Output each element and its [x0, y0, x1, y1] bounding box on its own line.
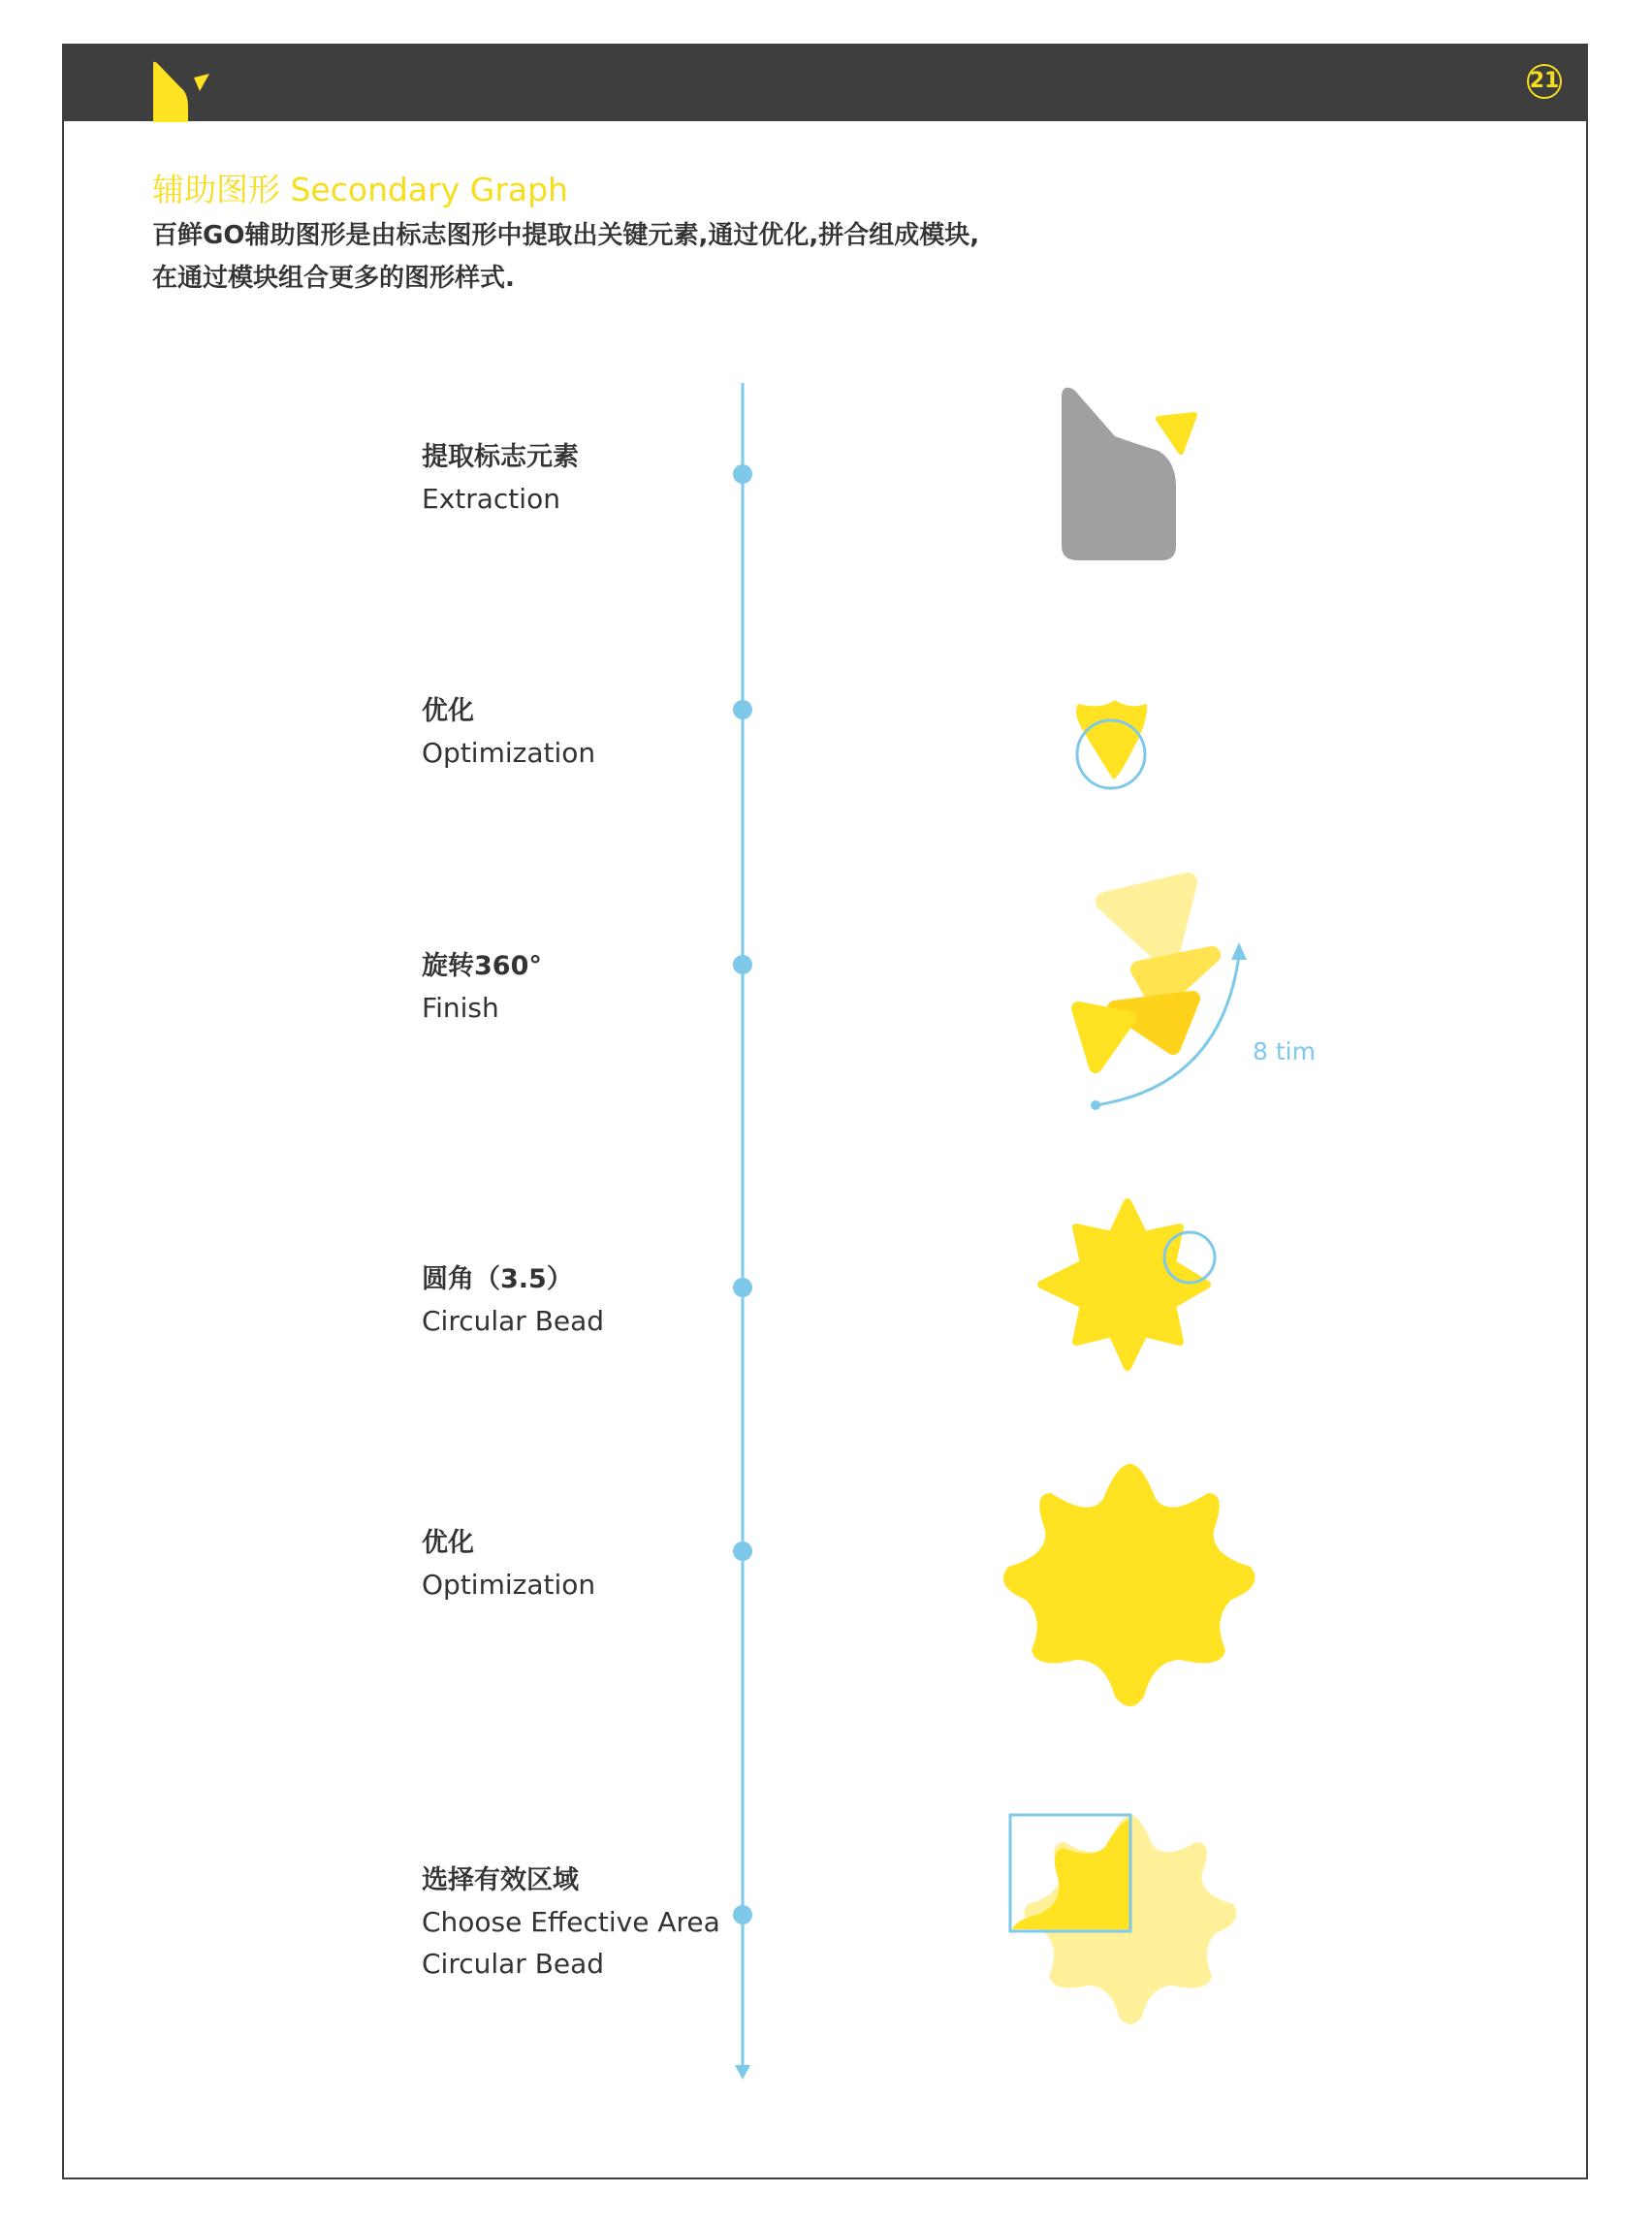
step-circular-bead [422, 1258, 604, 1342]
step-5-en: Optimization [422, 1569, 596, 1601]
rotation-graphic [1078, 882, 1247, 1110]
optimization-graphic [1076, 700, 1147, 788]
step-4-zh: 圆角（3.5） [422, 1264, 573, 1294]
step-3-en: Finish [422, 992, 499, 1024]
rotation-arrow-icon [1231, 942, 1247, 960]
rotation-label: 8 tim [1253, 1037, 1316, 1065]
step-6-zh: 选择有效区域 [422, 1865, 579, 1895]
star-graphic-2 [1003, 1464, 1255, 1706]
timeline-dot-6 [733, 1905, 752, 1924]
step-3-zh: 旋转360° [422, 951, 542, 981]
step-2-zh: 优化 [422, 696, 474, 726]
step-4-en: Circular Bead [422, 1305, 605, 1337]
page-number: 21 [1527, 64, 1562, 99]
step-optimization-2 [422, 1522, 595, 1605]
timeline-arrow-icon [735, 2065, 750, 2080]
extraction-graphic [1062, 388, 1194, 560]
step-1-zh: 提取标志元素 [422, 442, 579, 472]
step-effective-area [422, 1859, 720, 1985]
section-title: 辅助图形 Secondary Graph [152, 171, 568, 208]
description-line-2: 在通过模块组合更多的图形样式. [152, 264, 515, 293]
timeline-dot-2 [733, 700, 752, 719]
step-5-zh: 优化 [422, 1528, 474, 1558]
step-2-en: Optimization [422, 737, 596, 769]
step-finish [422, 945, 542, 1029]
step-1-en: Extraction [422, 483, 560, 515]
step-6-en2: Circular Bead [422, 1948, 605, 1980]
step-optimization [422, 690, 595, 774]
effective-area-graphic [1010, 1815, 1236, 2024]
timeline-dot-3 [733, 955, 752, 974]
timeline-dot-5 [733, 1542, 752, 1561]
star-graphic-1 [1041, 1202, 1215, 1367]
timeline-dot-1 [733, 464, 752, 484]
timeline-dot-4 [733, 1278, 752, 1297]
description-line-1: 百鲜GO辅助图形是由标志图形中提取出关键元素,通过优化,拼合组成模块, [152, 221, 980, 250]
step-6-en: Choose Effective Area [422, 1906, 720, 1938]
step-extraction [422, 436, 579, 520]
